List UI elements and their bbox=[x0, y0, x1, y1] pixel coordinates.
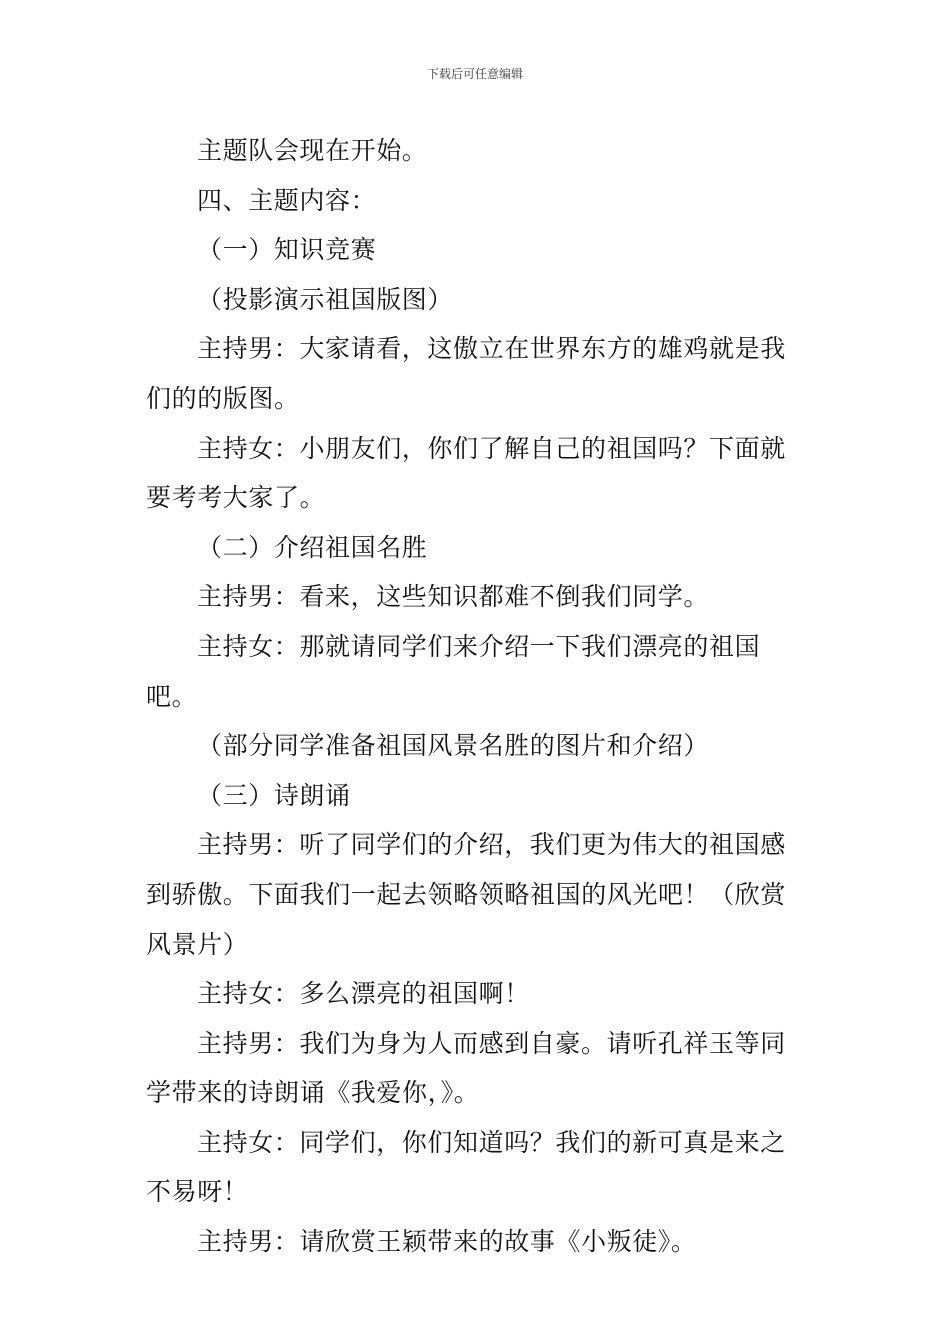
stage-direction: （部分同学准备祖国风景名胜的图片和介绍） bbox=[197, 731, 710, 761]
host-line-female: 主持女：那就请同学们来介绍一下我们漂亮的祖国吧。 bbox=[146, 631, 761, 711]
paragraph-opening: 主题队会现在开始。 bbox=[197, 136, 428, 165]
host-line-female: 主持女：多么漂亮的祖国啊！ bbox=[197, 979, 530, 1009]
host-line-male: 主持男：看来，这些知识都难不倒我们同学。 bbox=[197, 582, 710, 612]
stage-direction: （投影演示祖国版图） bbox=[197, 284, 454, 314]
host-line-female: 主持女：小朋友们，你们了解自己的祖国吗？下面就要考考大家了。 bbox=[146, 433, 786, 513]
subsection-heading-poetry: （三）诗朗诵 bbox=[197, 780, 351, 810]
page-header: 下载后可任意编辑 bbox=[426, 67, 523, 81]
document-body bbox=[146, 126, 810, 1267]
host-line-male: 主持男：听了同学们的介绍，我们更为伟大的祖国感到骄傲。下面我们一起去领略领略祖国的风光吧！（欣赏风景片） bbox=[146, 830, 787, 959]
host-line-male: 主持男：请欣赏王颖带来的故事《小叛徒》。 bbox=[197, 1227, 697, 1257]
subsection-heading-scenery: （二）介绍祖国名胜 bbox=[197, 532, 428, 562]
section-heading-content: 四、主题内容： bbox=[197, 185, 377, 215]
host-line-female: 主持女：同学们，你们知道吗？我们的新可真是来之不易呀！ bbox=[146, 1127, 786, 1207]
subsection-heading-quiz: （一）知识竞赛 bbox=[197, 235, 377, 265]
host-line-male: 主持男：我们为身为人而感到自豪。请听孔祥玉等同学带来的诗朗诵《我爱你，》。 bbox=[146, 1028, 786, 1108]
host-line-male: 主持男：大家请看，这傲立在世界东方的雄鸡就是我们的的版图。 bbox=[146, 334, 786, 413]
